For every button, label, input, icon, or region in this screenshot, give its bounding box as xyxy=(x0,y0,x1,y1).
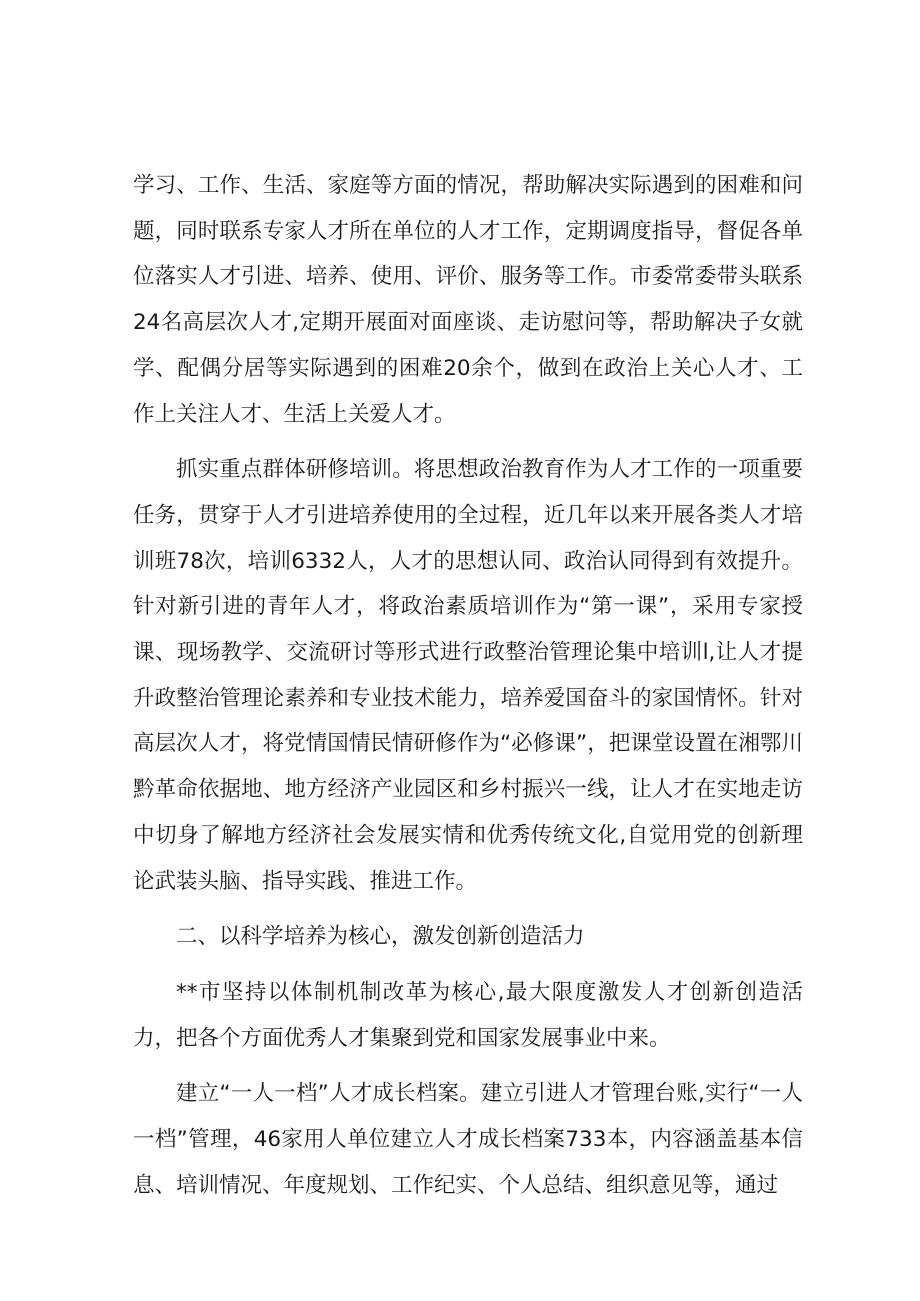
paragraph-archive: 建立“一人一档”人才成长档案。建立引进人才管理台账,实行“一人一档”管理，46家用人单位建立人才成长档案733本，内容涵盖基本信息、培训情况、年度规划、工作纪实、个人总结、组织意见等，通过 xyxy=(133,1081,803,1198)
paragraph-continuation: 学习、工作、生活、家庭等方面的情况，帮助解决实际遇到的困难和问题，同时联系专家人才所在单位的人才工作，定期调度指导，督促各单位落实人才引进、培养、使用、评价、服务等工作。市委常委带头联系24名高层次人才,定期开展面对面座谈、走访慰问等，帮助解决子女就学、配偶分居等实际遇到的困难20余个，做到在政治上关心人才、工作上关注人才、生活上关爱人才。 xyxy=(133,173,803,427)
paragraph-mechanism: **市坚持以体制机制改革为核心,最大限度激发人才创新创造活力，把各个方面优秀人才集聚到党和国家发展事业中来。 xyxy=(133,979,803,1051)
section-heading: 二、以科学培养为核心，激发创新创造活力 xyxy=(176,924,585,950)
paragraph-training: 抓实重点群体研修培训。将思想政治教育作为人才工作的一项重要任务，贯穿于人才引进培养使用的全过程，近几年以来开展各类人才培训班78次，培训6332人，人才的思想认同、政治认同得到有效提升。针对新引进的青年人才，将政治素质培训作为“第一课”，采用专家授课、现场教学、交流研讨等形式进行政整治管理论集中培训l,让人才提升政整治管理论素养和专业技术能力，培养爱国奋斗的家国情怀。针对高层次人才，将党情国情民情研修作为“必修课”，把课堂设置在湘鄂川黔革命依据地、地方经济产业园区和乡村振兴一线，让人才在实地走访中切身了解地方经济社会发展实情和优秀传统文化,自觉用党的创新理论武装头脑、指导实践、推进工作。 xyxy=(133,457,803,894)
document-body xyxy=(133,163,803,1208)
